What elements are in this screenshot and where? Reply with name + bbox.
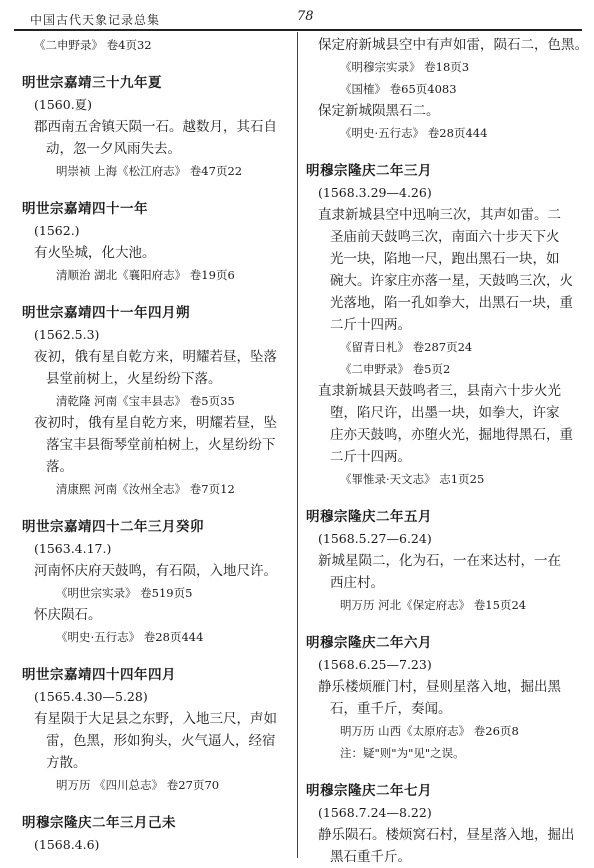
record-text: 碗大。许家庄亦落一星，天鼓鸣三次，火 (330, 273, 573, 289)
entry-gap (22, 500, 288, 516)
record-text: 保定府新城县空中有声如雷，陨石二，色黑。 (318, 37, 588, 53)
record-text: 直隶新城县空中迅响三次，其声如雷。二 (318, 207, 561, 223)
entry-date: (1568.7.24—8.22) (318, 805, 432, 820)
entry-gap (306, 144, 578, 160)
record-text: 直隶新城县天鼓鸣者三，县南六十步火光 (318, 383, 561, 399)
record-text: 落宝丰县衙琴堂前柏树上，火星纷纷下 (46, 437, 276, 453)
record-text: 有火坠城，化大池。 (34, 245, 156, 261)
source-citation: 《二申野录》 卷5页2 (340, 362, 451, 376)
entry-gap (22, 796, 288, 812)
entry-title: 明世宗嘉靖四十二年三月癸卯 (22, 519, 204, 535)
source-citation: 《明史·五行志》 卷28页444 (56, 630, 204, 644)
entry-date: (1568.6.25—7.23) (318, 657, 432, 672)
source-citation: 明万历 山西《太原府志》 卷26页8 (340, 724, 519, 738)
page-number: 78 (297, 9, 314, 24)
entry-gap (22, 286, 288, 302)
page-header (14, 8, 584, 30)
entry-title: 明世宗嘉靖四十四年四月 (22, 667, 176, 683)
record-text: 庄亦天鼓鸣，亦堕火光，掘地得黑石，重 (330, 427, 573, 443)
source-citation: 《二申野录》 卷4页32 (34, 38, 152, 52)
record-text: 保定新城陨黑石二。 (318, 103, 440, 119)
record-text: 光一块，陷地一尺，跑出黑石一块，如 (330, 251, 560, 267)
source-citation: 清康熙 河南《汝州全志》 卷7页12 (56, 482, 235, 496)
record-text: 郡西南五舍镇天陨一石。越数月，其石自 (34, 119, 277, 135)
record-text: 夜初时，俄有星自乾方来，明耀若昼，坠 (34, 415, 277, 431)
entry-date: (1562.5.3) (34, 327, 100, 342)
source-citation: 明崇祯 上海《松江府志》 卷47页22 (56, 164, 243, 178)
record-text: 圣庙前天鼓鸣三次，南面六十步天下火 (330, 229, 560, 245)
record-text: 方散。 (46, 755, 87, 771)
entry-date: (1563.4.17.) (34, 541, 112, 556)
record-text: 堕，陷尺许，出墨一块，如拳大，许家 (330, 405, 560, 421)
entry-title: 明穆宗隆庆二年三月 (306, 163, 432, 179)
entry-date: (1568.3.29—4.26) (318, 185, 432, 200)
record-text: 光落地，陷一孔如拳大，出黑石一块，重 (330, 295, 573, 311)
entry-title: 明世宗嘉靖四十一年 (22, 201, 148, 217)
source-citation: 《明世宗实录》 卷519页5 (56, 586, 193, 600)
entry-date: (1562.) (34, 223, 80, 238)
header-rule (14, 29, 582, 31)
record-text: 二斤十四两。 (330, 449, 411, 465)
entry-gap (22, 648, 288, 664)
entry-gap (22, 56, 288, 72)
entry-gap (306, 616, 578, 632)
entry-gap (22, 182, 288, 198)
entry-title: 明世宗嘉靖三十九年夏 (22, 75, 162, 91)
record-text: 有星陨于大足县之东野，入地三尺，声如 (34, 711, 277, 727)
record-text: 西庄村。 (330, 575, 384, 591)
record-text: 落。 (46, 459, 73, 475)
entry-title: 明世宗嘉靖四十一年四月朔 (22, 305, 190, 321)
editor-note: 注：疑"则"为"见"之误。 (340, 746, 465, 760)
source-citation: 《明穆宗实录》 卷18页3 (340, 60, 470, 74)
source-citation: 《国榷》 卷65页4083 (340, 82, 457, 96)
entry-title: 明穆宗隆庆二年三月己未 (22, 815, 176, 831)
left-column (22, 34, 288, 856)
record-text: 二斤十四两。 (330, 317, 411, 333)
source-citation: 明万历 《四川总志》 卷27页70 (56, 778, 220, 792)
source-citation: 《明史·五行志》 卷28页444 (340, 126, 488, 140)
record-text: 静乐楼烦雁门村，昼则星落入地，掘出黑 (318, 679, 561, 695)
entry-title: 明穆宗隆庆二年六月 (306, 635, 432, 651)
right-column (306, 34, 588, 868)
entry-date: (1565.4.30—5.28) (34, 689, 148, 704)
record-text: 怀庆陨石。 (34, 607, 102, 623)
column-divider (297, 32, 298, 858)
record-text: 石，重千斤，奏闻。 (330, 701, 452, 717)
record-text: 黑石重千斤。 (330, 849, 411, 865)
record-text: 雷，色黑，形如狗头，火气逼人，经宿 (46, 733, 276, 749)
source-citation: 《留青日札》 卷287页24 (340, 340, 473, 354)
record-text: 新城星陨二，化为石，一在来达村，一在 (318, 553, 561, 569)
record-text: 河南怀庆府天鼓鸣，有石陨，入地尺许。 (34, 563, 277, 579)
entry-title: 明穆宗隆庆二年五月 (306, 509, 432, 525)
source-citation: 《罪惟录·天文志》 志1页25 (340, 472, 485, 486)
entry-date: (1568.5.27—6.24) (318, 531, 432, 546)
book-title: 中国古代天象记录总集 (30, 13, 161, 27)
source-citation: 清乾隆 河南《宝丰县志》 卷5页35 (56, 394, 235, 408)
source-citation: 明万历 河北《保定府志》 卷15页24 (340, 598, 527, 612)
entry-gap (306, 490, 578, 506)
entry-title: 明穆宗隆庆二年七月 (306, 783, 432, 799)
record-text: 夜初，俄有星自乾方来，明耀若昼，坠落 (34, 349, 277, 365)
record-text: 县堂前树上，火星纷纷下落。 (46, 371, 222, 387)
entry-date: (1568.4.6) (34, 837, 100, 852)
source-citation: 清顺治 湖北《襄阳府志》 卷19页6 (56, 268, 235, 282)
record-text: 动，忽一夕风雨失去。 (46, 141, 181, 157)
record-text: 静乐陨石。楼烦窝石村，昼星落入地，掘出 (318, 827, 575, 843)
entry-date: (1560.夏) (34, 97, 93, 112)
entry-gap (306, 764, 578, 780)
